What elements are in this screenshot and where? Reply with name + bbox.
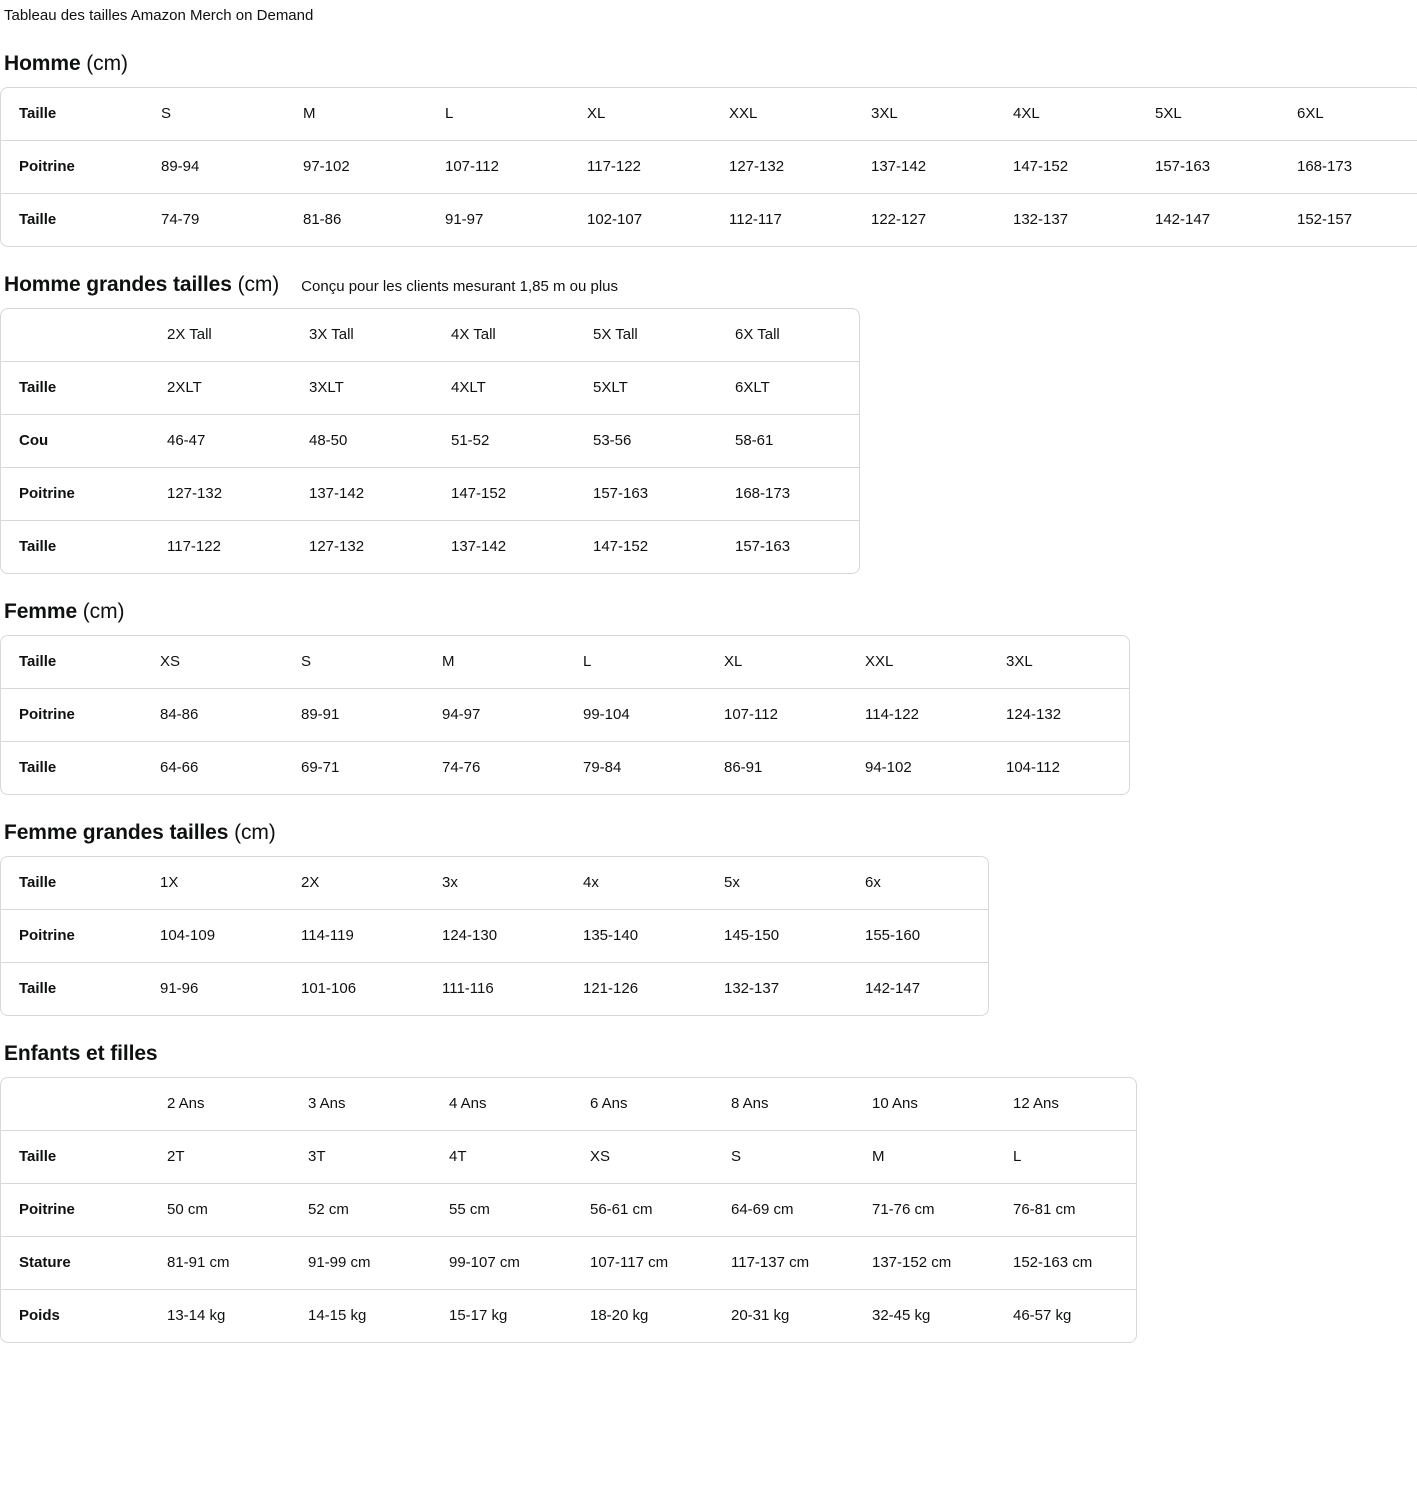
table-row xyxy=(1,309,859,362)
row-header: Poitrine xyxy=(1,910,142,963)
table-cell: 1X xyxy=(142,857,283,910)
table-cell: 101-106 xyxy=(301,979,357,997)
table-cell: 142-147 xyxy=(865,979,921,997)
table-cell: 91-97 xyxy=(445,210,484,228)
row-header xyxy=(1,1078,149,1131)
row-header: Taille xyxy=(1,857,142,910)
table-cell: 94-97 xyxy=(424,689,565,742)
row-header: Taille xyxy=(1,1131,149,1184)
table-cell: 94-102 xyxy=(865,758,912,776)
section-unit: (cm) xyxy=(237,272,280,296)
table-homme xyxy=(0,87,1417,247)
table-row xyxy=(1,141,1417,194)
section-header xyxy=(0,1042,1417,1066)
table-cell: L xyxy=(995,1131,1136,1184)
row-header: Taille xyxy=(1,88,143,141)
row-header: Taille xyxy=(19,210,57,228)
table-cell: 104-109 xyxy=(142,910,283,963)
table-cell: 4X Tall xyxy=(433,309,575,362)
table-cell: XL xyxy=(706,636,847,689)
table-cell: M xyxy=(285,88,427,141)
table-row xyxy=(1,857,988,910)
table-cell: 99-107 cm xyxy=(431,1237,572,1290)
table-cell: 46-57 kg xyxy=(1013,1306,1072,1324)
table-cell: 137-142 xyxy=(853,141,995,194)
table-row xyxy=(1,88,1417,141)
section-title xyxy=(4,600,124,624)
row-header: Taille xyxy=(19,979,57,997)
table-cell: S xyxy=(283,636,424,689)
table-cell: 137-152 cm xyxy=(854,1237,995,1290)
table-cell: 112-117 xyxy=(729,210,782,228)
table-cell: 5X Tall xyxy=(575,309,717,362)
table-cell: 8 Ans xyxy=(713,1078,854,1131)
table-cell: 74-79 xyxy=(161,210,200,228)
table-row xyxy=(1,742,1129,794)
table-cell: 132-137 xyxy=(1013,210,1069,228)
section-homme xyxy=(0,52,1417,247)
table-cell: XS xyxy=(142,636,283,689)
table-cell: 147-152 xyxy=(433,468,575,521)
section-femme-grandes-tailles xyxy=(0,821,1417,1016)
row-header: Taille xyxy=(1,636,142,689)
table-cell: 6x xyxy=(847,857,988,910)
section-note: Conçu pour les clients mesurant 1,85 m ou plus xyxy=(301,277,619,295)
table-cell: 114-122 xyxy=(847,689,988,742)
table-cell: 50 cm xyxy=(149,1184,290,1237)
table-cell: 147-152 xyxy=(995,141,1137,194)
table-cell: 145-150 xyxy=(706,910,847,963)
table-cell: 127-132 xyxy=(149,468,291,521)
table-femme xyxy=(0,635,1130,795)
table-cell: 117-137 cm xyxy=(713,1237,854,1290)
table-cell: 2X Tall xyxy=(149,309,291,362)
table-cell: 3x xyxy=(424,857,565,910)
table-cell: 4XLT xyxy=(433,362,575,415)
table-cell: 6XL xyxy=(1279,88,1417,141)
section-unit: (cm) xyxy=(234,820,276,844)
table-cell: M xyxy=(854,1131,995,1184)
table-row xyxy=(1,689,1129,742)
table-cell: 132-137 xyxy=(724,979,780,997)
section-femme xyxy=(0,600,1417,795)
table-cell: 14-15 kg xyxy=(308,1306,367,1324)
table-cell: 4T xyxy=(431,1131,572,1184)
table-cell: 3XLT xyxy=(291,362,433,415)
table-cell: 137-142 xyxy=(451,537,507,555)
section-header xyxy=(0,273,1417,297)
table-cell: 2XLT xyxy=(149,362,291,415)
row-header: Taille xyxy=(19,758,57,776)
table-cell: 168-173 xyxy=(717,468,859,521)
table-cell: 142-147 xyxy=(1155,210,1211,228)
table-cell: 147-152 xyxy=(593,537,649,555)
table-cell: 13-14 kg xyxy=(167,1306,226,1324)
table-row xyxy=(1,415,859,468)
table-cell: 89-94 xyxy=(143,141,285,194)
table-cell: 6XLT xyxy=(717,362,859,415)
table-cell: 3XL xyxy=(853,88,995,141)
table-cell: 32-45 kg xyxy=(872,1306,931,1324)
table-cell: 114-119 xyxy=(283,910,424,963)
table-cell: 20-31 kg xyxy=(731,1306,790,1324)
section-header xyxy=(0,52,1417,76)
table-cell: 64-69 cm xyxy=(713,1184,854,1237)
table-cell: 102-107 xyxy=(587,210,643,228)
table-cell: 97-102 xyxy=(285,141,427,194)
table-cell: 91-99 cm xyxy=(290,1237,431,1290)
table-cell: 155-160 xyxy=(847,910,988,963)
table-cell: 74-76 xyxy=(442,758,481,776)
table-cell: 2T xyxy=(149,1131,290,1184)
table-row xyxy=(1,521,859,573)
table-cell: 107-112 xyxy=(706,689,847,742)
table-cell: 157-163 xyxy=(575,468,717,521)
table-cell: 81-91 cm xyxy=(149,1237,290,1290)
table-cell: 3XL xyxy=(988,636,1129,689)
table-cell: 91-96 xyxy=(160,979,199,997)
table-cell: 152-157 xyxy=(1297,210,1353,228)
table-cell: L xyxy=(565,636,706,689)
row-header xyxy=(1,309,149,362)
table-cell: 117-122 xyxy=(167,537,221,555)
table-cell: 127-132 xyxy=(309,537,365,555)
table-cell: 107-117 cm xyxy=(572,1237,713,1290)
row-header: Poitrine xyxy=(1,689,142,742)
table-cell: 2 Ans xyxy=(149,1078,290,1131)
table-cell: 124-130 xyxy=(424,910,565,963)
table-cell: 4x xyxy=(565,857,706,910)
table-enfants-et-filles xyxy=(0,1077,1137,1343)
table-cell: 58-61 xyxy=(717,415,859,468)
table-cell: 76-81 cm xyxy=(995,1184,1136,1237)
section-title xyxy=(4,273,279,297)
table-cell: 124-132 xyxy=(988,689,1129,742)
table-cell: 4 Ans xyxy=(431,1078,572,1131)
table-cell: S xyxy=(713,1131,854,1184)
row-header: Poitrine xyxy=(1,468,149,521)
section-header xyxy=(0,821,1417,845)
table-cell: XXL xyxy=(711,88,853,141)
table-cell: 15-17 kg xyxy=(449,1306,508,1324)
table-row xyxy=(1,1078,1136,1131)
section-title-text: Homme xyxy=(4,51,81,75)
table-cell: 4XL xyxy=(995,88,1137,141)
page-title: Tableau des tailles Amazon Merch on Demand xyxy=(4,7,314,24)
table-cell: 12 Ans xyxy=(995,1078,1136,1131)
table-cell: 137-142 xyxy=(291,468,433,521)
table-cell: 157-163 xyxy=(1137,141,1279,194)
row-header: Stature xyxy=(1,1237,149,1290)
table-cell: 127-132 xyxy=(711,141,853,194)
table-cell: 168-173 xyxy=(1279,141,1417,194)
table-cell: 135-140 xyxy=(565,910,706,963)
table-cell: XL xyxy=(569,88,711,141)
table-cell: 152-163 cm xyxy=(995,1237,1136,1290)
table-cell: 81-86 xyxy=(303,210,342,228)
section-title xyxy=(4,821,276,845)
section-title-text: Enfants et filles xyxy=(4,1041,158,1065)
table-cell: 52 cm xyxy=(290,1184,431,1237)
table-row xyxy=(1,194,1417,246)
table-cell: 10 Ans xyxy=(854,1078,995,1131)
table-cell: 71-76 cm xyxy=(854,1184,995,1237)
row-header: Taille xyxy=(1,362,149,415)
table-cell: 64-66 xyxy=(160,758,199,776)
section-unit: (cm) xyxy=(82,599,125,623)
table-cell: 79-84 xyxy=(583,758,622,776)
table-cell: 2X xyxy=(283,857,424,910)
table-row xyxy=(1,910,988,963)
table-row xyxy=(1,636,1129,689)
table-cell: 5x xyxy=(706,857,847,910)
table-row xyxy=(1,1237,1136,1290)
table-cell: L xyxy=(427,88,569,141)
section-header xyxy=(0,600,1417,624)
table-cell: 3 Ans xyxy=(290,1078,431,1131)
table-cell: 6X Tall xyxy=(717,309,859,362)
table-cell: 48-50 xyxy=(291,415,433,468)
table-cell: 56-61 cm xyxy=(572,1184,713,1237)
table-cell: 69-71 xyxy=(301,758,340,776)
row-header: Taille xyxy=(19,537,57,555)
table-cell: 5XLT xyxy=(575,362,717,415)
table-cell: 117-122 xyxy=(569,141,711,194)
row-header: Cou xyxy=(1,415,149,468)
table-cell: 18-20 kg xyxy=(590,1306,649,1324)
table-cell: 51-52 xyxy=(433,415,575,468)
table-cell: 107-112 xyxy=(427,141,569,194)
table-cell: 86-91 xyxy=(724,758,763,776)
table-cell: 3T xyxy=(290,1131,431,1184)
table-cell: 5XL xyxy=(1137,88,1279,141)
table-cell: 104-112 xyxy=(1006,758,1060,776)
table-row xyxy=(1,1290,1136,1342)
section-title-text: Femme grandes tailles xyxy=(4,820,229,844)
table-cell: 3X Tall xyxy=(291,309,433,362)
table-row xyxy=(1,1184,1136,1237)
table-cell: 89-91 xyxy=(283,689,424,742)
section-homme-grandes-tailles xyxy=(0,273,1417,574)
table-cell: XS xyxy=(572,1131,713,1184)
table-cell: 111-116 xyxy=(442,979,494,997)
table-cell: 121-126 xyxy=(583,979,639,997)
section-title-text: Femme xyxy=(4,599,78,623)
row-header: Poitrine xyxy=(1,141,143,194)
section-title xyxy=(4,1042,158,1066)
table-row xyxy=(1,468,859,521)
table-cell: 6 Ans xyxy=(572,1078,713,1131)
section-unit: (cm) xyxy=(86,51,128,75)
row-header: Poids xyxy=(19,1306,60,1324)
section-title-text: Homme grandes tailles xyxy=(4,272,232,296)
table-cell: S xyxy=(143,88,285,141)
table-row xyxy=(1,362,859,415)
table-cell: M xyxy=(424,636,565,689)
table-femme-grandes-tailles xyxy=(0,856,989,1016)
table-cell: 84-86 xyxy=(142,689,283,742)
section-enfants-et-filles xyxy=(0,1042,1417,1343)
table-cell: XXL xyxy=(847,636,988,689)
table-cell: 99-104 xyxy=(565,689,706,742)
table-cell: 122-127 xyxy=(871,210,927,228)
table-cell: 46-47 xyxy=(149,415,291,468)
table-row xyxy=(1,963,988,1015)
section-title xyxy=(4,52,128,76)
table-cell: 53-56 xyxy=(575,415,717,468)
row-header: Poitrine xyxy=(1,1184,149,1237)
table-cell: 55 cm xyxy=(431,1184,572,1237)
table-cell: 157-163 xyxy=(735,537,791,555)
table-row xyxy=(1,1131,1136,1184)
table-homme-grandes-tailles xyxy=(0,308,860,574)
